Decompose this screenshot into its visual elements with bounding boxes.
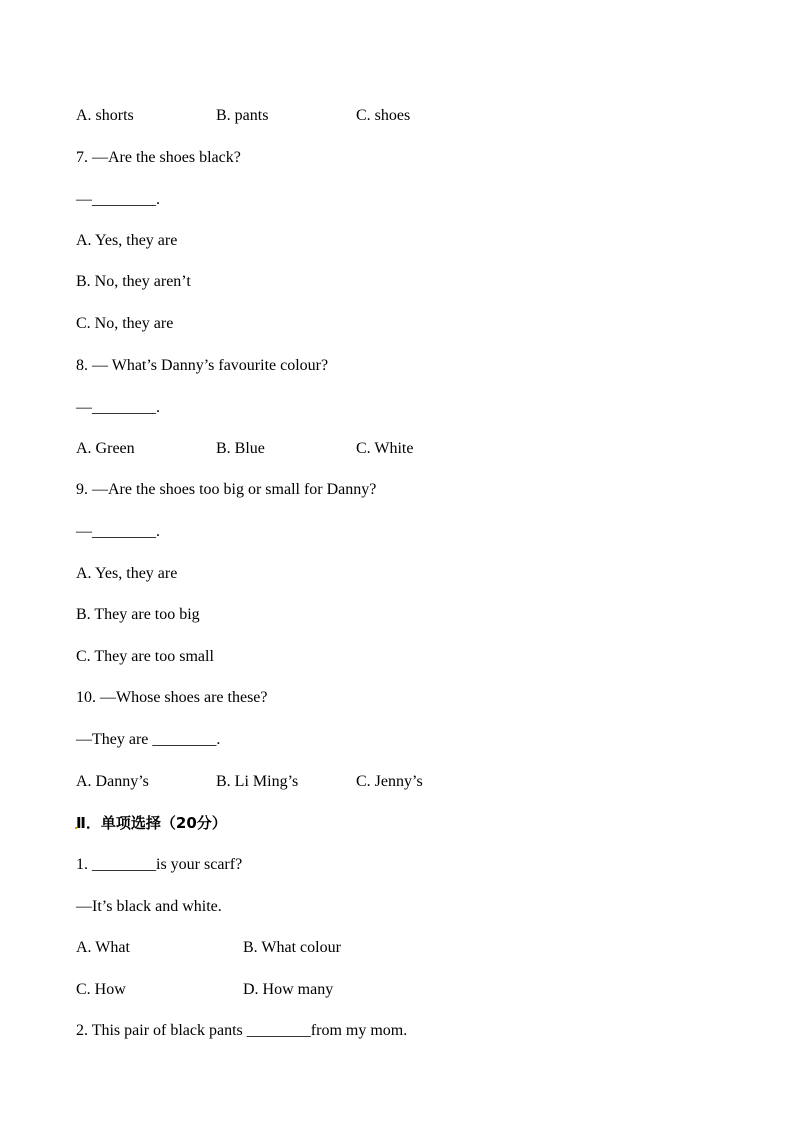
s2q1-option-c: C. How bbox=[76, 981, 126, 998]
q10-answer-blank: —They are ________. bbox=[76, 731, 221, 748]
q10-option-b: B. Li Ming’s bbox=[216, 773, 299, 790]
q7-option-c: C. No, they are bbox=[76, 315, 174, 332]
s2q1-question: 1. ________is your scarf? bbox=[76, 856, 243, 873]
q10-option-c: C. Jenny’s bbox=[356, 773, 423, 790]
q8-option-c: C. White bbox=[356, 440, 414, 457]
q8-question: 8. — What’s Danny’s favourite colour? bbox=[76, 357, 329, 374]
q9-question: 9. —Are the shoes too big or small for Danny? bbox=[76, 481, 377, 498]
s2q1-option-a: A. What bbox=[76, 939, 130, 956]
q6-option-c: C. shoes bbox=[356, 107, 411, 124]
q7-question: 7. —Are the shoes black? bbox=[76, 149, 241, 166]
s2q2-question: 2. This pair of black pants ________from my mom. bbox=[76, 1022, 408, 1039]
q10-option-a: A. Danny’s bbox=[76, 773, 149, 790]
q8-option-b: B. Blue bbox=[216, 440, 265, 457]
q8-option-a: A. Green bbox=[76, 440, 135, 457]
q8-answer-blank: —________. bbox=[76, 399, 160, 416]
q6-option-a: A. shorts bbox=[76, 107, 134, 124]
q7-option-a: A. Yes, they are bbox=[76, 232, 178, 249]
section-title: Ⅱ．单项选择（20分） bbox=[76, 814, 227, 832]
q7-answer-blank: —________. bbox=[76, 191, 160, 208]
q9-answer-blank: —________. bbox=[76, 523, 160, 540]
q6-option-b: B. pants bbox=[216, 107, 269, 124]
q10-question: 10. —Whose shoes are these? bbox=[76, 689, 268, 706]
s2q1-answer: —It’s black and white. bbox=[76, 898, 222, 915]
q9-option-b: B. They are too big bbox=[76, 606, 200, 623]
s2q1-option-b: B. What colour bbox=[243, 939, 341, 956]
q7-option-b: B. No, they aren’t bbox=[76, 273, 191, 290]
q9-option-c: C. They are too small bbox=[76, 648, 214, 665]
q9-option-a: A. Yes, they are bbox=[76, 565, 178, 582]
s2q1-option-d: D. How many bbox=[243, 981, 334, 998]
